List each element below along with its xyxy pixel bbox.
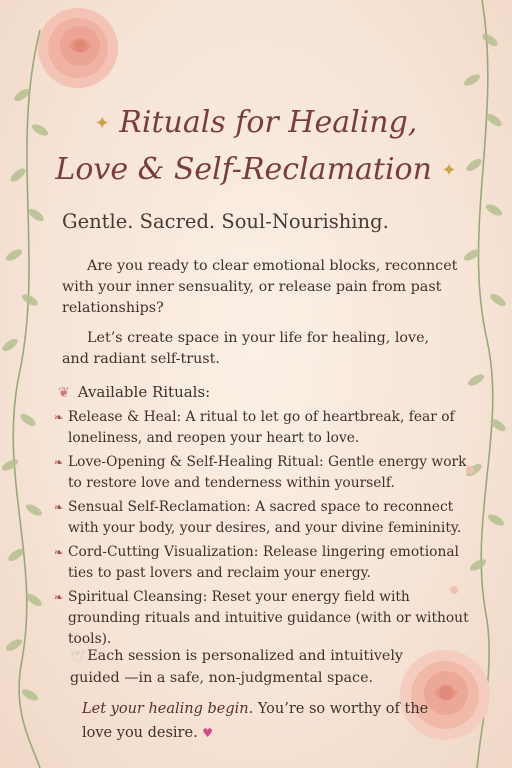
list-item: ❧ Sensual Self-Reclamation: A sacred space to reconnect with your body, your desires, and your divine femininity. bbox=[54, 499, 462, 536]
rituals-list bbox=[52, 407, 472, 653]
sparkle-icon: ✦ bbox=[441, 160, 457, 181]
list-item: ❧ Spiritual Cleansing: Reset your energy field with grounding rituals and intuitive guidance (with or without tools). bbox=[54, 589, 469, 647]
title-line-1: Rituals for Healing, bbox=[119, 105, 418, 140]
rosebud-icon: ❦ bbox=[58, 385, 70, 401]
list-item: ❧ Release & Heal: A ritual to let go of heartbreak, fear of loneliness, and reopen your heart to love. bbox=[54, 409, 455, 446]
subtitle: Gentle. Sacred. Soul-Nourishing. bbox=[62, 210, 389, 233]
bullet-bud-icon: ❧ bbox=[54, 546, 64, 559]
bullet-bud-icon: ❧ bbox=[54, 501, 64, 514]
rituals-heading-label: Available Rituals: bbox=[77, 383, 211, 401]
bullet-bud-icon: ❧ bbox=[54, 591, 64, 604]
rose-icon bbox=[28, 0, 128, 100]
title-line-2: Love & Self-Reclamation bbox=[55, 152, 432, 187]
dove-icon: 🕊 bbox=[70, 649, 86, 663]
sparkle-icon: ✦ bbox=[94, 113, 110, 134]
closing-italic: Let your healing begin. bbox=[82, 701, 254, 717]
rituals-heading bbox=[58, 383, 210, 401]
bullet-bud-icon: ❧ bbox=[54, 456, 64, 469]
page-title bbox=[0, 100, 512, 194]
heart-icon: ♥ bbox=[202, 726, 214, 740]
bullet-bud-icon: ❧ bbox=[54, 411, 64, 424]
invite-paragraph: Let’s create space in your life for healing, love, and radiant self-trust. bbox=[62, 330, 430, 367]
session-note: 🕊 Each session is personalized and intuitively guided —in a safe, non-judgmental space. bbox=[70, 648, 404, 686]
list-item: ❧ Cord-Cutting Visualization: Release lingering emotional ties to past lovers and reclaim your energy. bbox=[54, 544, 459, 581]
intro-paragraph: Are you ready to clear emotional blocks, reconncet with your inner sensuality, or release pain from past relationships? bbox=[62, 258, 458, 316]
closing-rest: You’re so worthy of the love you desire. bbox=[82, 701, 429, 741]
list-item: ❧ Love-Opening & Self-Healing Ritual: Gentle energy work to restore love and tenderness within yourself. bbox=[54, 454, 467, 491]
closing-line bbox=[82, 697, 432, 745]
